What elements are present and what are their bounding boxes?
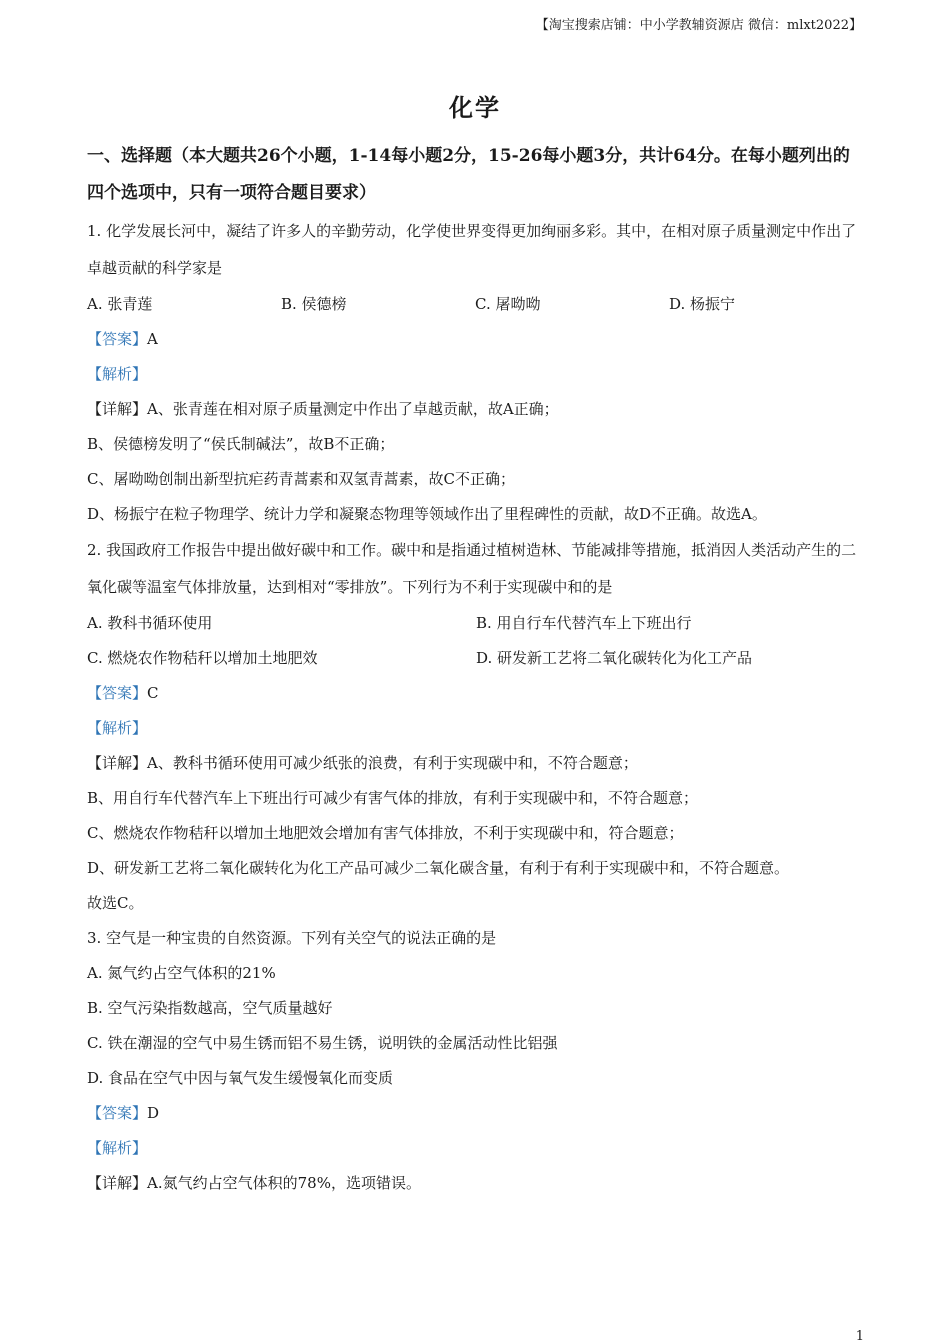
question-2-option-c: C. 燃烧农作物秸秆以增加土地肥效: [87, 649, 318, 667]
answer-tag: 【答案】: [87, 330, 148, 348]
question-1-option-b: B. 侯德榜: [281, 295, 347, 313]
section-heading: 一、选择题（本大题共26个小题，1-14每小题2分，15-26每小题3分，共计64分。在每小题列出的四个选项中，只有一项符合题目要求）: [87, 146, 850, 203]
question-2-analysis: [87, 711, 865, 746]
question-2-options-row-2: [87, 641, 865, 676]
detail-text: A.氮气约占空气体积的78%，选项错误。: [147, 1174, 421, 1192]
question-1-detail-line: [87, 392, 865, 427]
question-1-analysis: [87, 357, 865, 392]
question-2-detail-line: [87, 746, 865, 781]
question-3-answer: [87, 1096, 865, 1131]
question-2-options-row-1: [87, 606, 865, 641]
question-1-option-c: C. 屠呦呦: [475, 295, 541, 313]
detail-text: A、张青莲在相对原子质量测定中作出了卓越贡献，故A正确；: [147, 400, 559, 418]
question-3-option-c: C. 铁在潮湿的空气中易生锈而铝不易生锈，说明铁的金属活动性比铝强: [87, 1034, 558, 1052]
question-3-detail-line: [87, 1166, 865, 1201]
page-number: 1: [855, 1329, 864, 1344]
question-1-option-d: D. 杨振宁: [669, 295, 736, 313]
question-2-detail-line: C、燃烧农作物秸秆以增加土地肥效会增加有害气体排放，不利于实现碳中和，符合题意；: [87, 824, 684, 842]
question-2-detail-line: B、用自行车代替汽车上下班出行可减少有害气体的排放，有利于实现碳中和，不符合题意；: [87, 789, 699, 807]
page-title: 化学: [449, 93, 501, 122]
question-1-detail-line: D、杨振宁在粒子物理学、统计力学和凝聚态物理等领域作出了里程碑性的贡献，故D不正确。故选A。: [87, 505, 767, 523]
question-1-detail-line: B、侯德榜发明了“侯氏制碱法”，故B不正确；: [87, 435, 395, 453]
question-2-stem: 2. 我国政府工作报告中提出做好碳中和工作。碳中和是指通过植树造林、节能减排等措施，抵消因人类活动产生的二氧化碳等温室气体排放量，达到相对“零排放”。下列行为不利于实现碳中和的是: [87, 541, 857, 596]
answer-value: A: [147, 330, 158, 348]
question-3-analysis: [87, 1131, 865, 1166]
question-1-detail-line: C、屠呦呦创制出新型抗疟药青蒿素和双氢青蒿素，故C不正确；: [87, 470, 515, 488]
answer-tag: 【答案】: [87, 1104, 148, 1122]
question-2-option-b: B. 用自行车代替汽车上下班出行: [476, 614, 692, 632]
answer-value: D: [147, 1104, 160, 1122]
answer-tag: 【答案】: [87, 684, 148, 702]
question-2-option-d: D. 研发新工艺将二氧化碳转化为化工产品: [476, 649, 753, 667]
question-1-stem: 1. 化学发展长河中，凝结了许多人的辛勤劳动，化学使世界变得更加绚丽多彩。其中，在相对原子质量测定中作出了卓越贡献的科学家是: [87, 222, 857, 277]
question-3-option-a: A. 氮气约占空气体积的21%: [87, 964, 276, 982]
question-2-detail-line: D、研发新工艺将二氧化碳转化为化工产品可减少二氧化碳含量，有利于有利于实现碳中和，不符合题意。: [87, 859, 790, 877]
question-2-option-a: A. 教科书循环使用: [87, 614, 213, 632]
question-2-answer: [87, 676, 865, 711]
question-1-answer: [87, 322, 865, 357]
question-2-detail-line: 故选C。: [87, 894, 144, 912]
detail-text: A、教科书循环使用可减少纸张的浪费，有利于实现碳中和，不符合题意；: [147, 754, 638, 772]
question-1-options: [87, 287, 865, 322]
question-3-option-d: D. 食品在空气中因与氧气发生缓慢氧化而变质: [87, 1069, 394, 1087]
analysis-tag: 【解析】: [87, 365, 148, 383]
detail-tag: 【详解】: [87, 1174, 148, 1192]
answer-value: C: [147, 684, 159, 702]
question-3-stem: 3. 空气是一种宝贵的自然资源。下列有关空气的说法正确的是: [87, 929, 497, 947]
header-note: 【淘宝搜索店铺：中小学教辅资源店 微信：mlxt2022】: [535, 18, 862, 33]
analysis-tag: 【解析】: [87, 1139, 148, 1157]
question-1-option-a: A. 张青莲: [87, 295, 153, 313]
document-body: [87, 138, 865, 1201]
question-3-option-b: B. 空气污染指数越高，空气质量越好: [87, 999, 333, 1017]
analysis-tag: 【解析】: [87, 719, 148, 737]
detail-tag: 【详解】: [87, 400, 148, 418]
detail-tag: 【详解】: [87, 754, 148, 772]
